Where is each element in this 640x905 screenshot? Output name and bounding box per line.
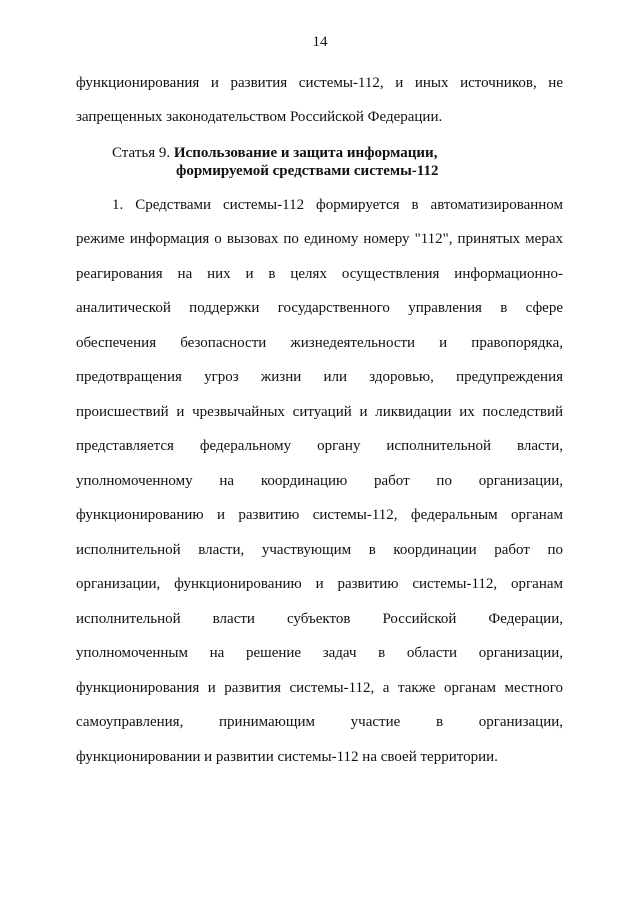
article-title-line2: формируемой средствами системы-112 bbox=[176, 163, 439, 179]
page-number: 14 bbox=[312, 34, 328, 50]
intro-line-1: функционирования и развития системы-112, и иных источников, не bbox=[76, 75, 563, 91]
intro-line-2: запрещенных законодательством Российской Федерации. bbox=[76, 109, 443, 125]
paragraph-line-16: самоуправления, принимающим участие в организации, bbox=[76, 714, 563, 730]
paragraph-line-14: уполномоченным на решение задач в области организации, bbox=[76, 645, 563, 661]
paragraph-line-10: функционированию и развитию системы-112, федеральным органам bbox=[76, 507, 563, 523]
paragraph-line-1: 1. Средствами системы-112 формируется в автоматизированном bbox=[112, 197, 563, 213]
article-prefix: Статья 9. bbox=[112, 145, 171, 161]
paragraph-line-7: происшествий и чрезвычайных ситуаций и ликвидации их последствий bbox=[76, 404, 563, 420]
paragraph-line-9: уполномоченному на координацию работ по организации, bbox=[76, 473, 563, 489]
paragraph-line-6: предотвращения угроз жизни или здоровью, предупреждения bbox=[76, 369, 563, 385]
paragraph-line-13: исполнительной власти субъектов Российской Федерации, bbox=[76, 611, 563, 627]
article-heading bbox=[112, 144, 437, 162]
article-title-line1: Использование и защита информации, bbox=[173, 145, 438, 161]
paragraph-line-11: исполнительной власти, участвующим в координации работ по bbox=[76, 542, 563, 558]
paragraph-line-12: организации, функционированию и развитию системы-112, органам bbox=[76, 576, 563, 592]
paragraph-line-2: режиме информация о вызовах по единому номеру "112", принятых мерах bbox=[76, 231, 563, 247]
paragraph-line-5: обеспечения безопасности жизнедеятельности и правопорядка, bbox=[76, 335, 563, 351]
paragraph-line-3: реагирования на них и в целях осуществления информационно- bbox=[76, 266, 563, 282]
paragraph-line-4: аналитической поддержки государственного управления в сфере bbox=[76, 300, 563, 316]
paragraph-line-15: функционирования и развития системы-112, а также органам местного bbox=[76, 680, 563, 696]
paragraph-line-8: представляется федеральному органу исполнительной власти, bbox=[76, 438, 563, 454]
paragraph-line-17: функционировании и развитии системы-112 на своей территории. bbox=[76, 749, 498, 765]
